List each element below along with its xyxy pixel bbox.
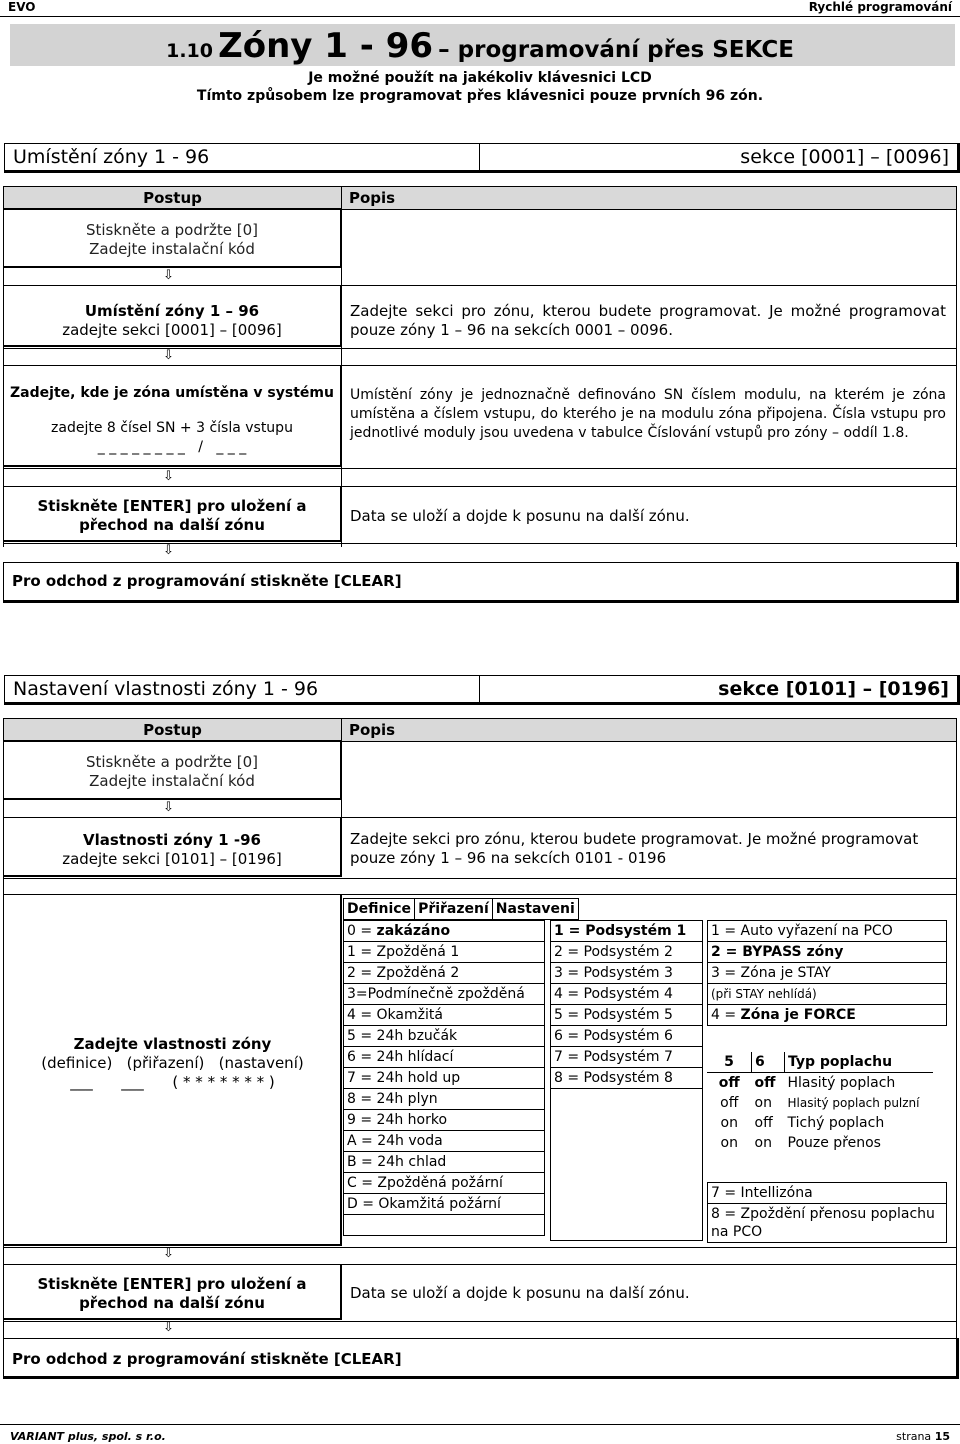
section1-step2-title: Umístění zóny 1 – 96 xyxy=(84,302,260,320)
section2-exit: Pro odchod z programování stiskněte [CLEAR] xyxy=(12,1350,402,1368)
section2-step2-title: Vlastnosti zóny 1 -96 xyxy=(83,831,261,849)
section1-step1-box xyxy=(3,208,342,268)
section2-step1-line2: Zadejte instalační kód xyxy=(89,772,255,790)
section1-column-header xyxy=(3,186,957,210)
section2-step4-box xyxy=(3,1264,342,1320)
section1-title: Umístění zóny 1 - 96 xyxy=(13,146,210,168)
table-row: 1 = Auto vyřazení na PCO xyxy=(708,921,947,942)
alarm-cell: off xyxy=(754,1075,776,1091)
table-row xyxy=(551,1089,703,1241)
footer-page xyxy=(896,1430,950,1443)
arrow-down-icon: ⇩ xyxy=(163,268,174,283)
section2-bar-divider xyxy=(479,676,480,702)
table-row: 7 = Intellizóna xyxy=(708,1183,947,1204)
table-row: 1 = Zpožděná 1 xyxy=(344,942,545,963)
section1-exit: Pro odchod z programování stiskněte [CLEAR] xyxy=(12,572,402,590)
arrow-down-icon: ⇩ xyxy=(163,543,174,558)
table-row: 0 = zakázáno xyxy=(344,921,545,942)
header-left: EVO xyxy=(8,0,36,14)
footer-company: VARIANT plus, spol. s r.o. xyxy=(10,1430,166,1443)
alarm-cell: Pouze přenos xyxy=(787,1135,881,1151)
section2-title: Nastavení vlastnosti zóny 1 - 96 xyxy=(13,678,319,700)
table-row: 7 = 24h hold up xyxy=(344,1068,545,1089)
definice-column xyxy=(343,920,545,1236)
arrow-down-icon: ⇩ xyxy=(163,348,174,363)
nast4-prefix: 4 = xyxy=(711,1007,741,1023)
alarm-cell: Hlasitý poplach xyxy=(787,1075,896,1091)
section1-bar xyxy=(4,143,960,173)
section2-step2-box xyxy=(3,817,342,877)
table-row: A = 24h voda xyxy=(344,1131,545,1152)
section2-step2-desc: Zadejte sekci pro zónu, kterou budete programovat. Je možné programovat pouze zóny 1 – 96 na sekcích 0101 - 0196 xyxy=(350,830,919,867)
table-row: 5 = Podsystém 5 xyxy=(551,1005,703,1026)
alarm-cell: off xyxy=(720,1095,739,1111)
section1-range: sekce [0001] – [0096] xyxy=(740,146,949,168)
alarm-head-5: 5 xyxy=(707,1052,752,1073)
table-row: 8 = 24h plyn xyxy=(344,1089,545,1110)
table-row: 6 = Podsystém 6 xyxy=(551,1026,703,1047)
section2-step3-title: Zadejte vlastnosti zóny xyxy=(73,1035,272,1053)
section1-step2-desc: Zadejte sekci pro zónu, kterou budete programovat. Je možné programovat pouze zóny 1 – 96 na sekcích 0001 – 0096. xyxy=(350,302,946,339)
table-row: (při STAY nehlídá) xyxy=(708,984,947,1005)
table-row: 5 = 24h bzučák xyxy=(344,1026,545,1047)
section2-range: sekce [0101] – [0196] xyxy=(718,678,949,700)
table-row xyxy=(344,1215,545,1236)
header-right: Rychlé programování xyxy=(808,0,952,14)
section2-step4-desc: Data se uloží a dojde k posunu na další zónu. xyxy=(350,1284,690,1302)
alarm-head-6: 6 xyxy=(752,1052,785,1073)
section1-step4-title: Stiskněte [ENTER] pro uložení a přechod na další zónu xyxy=(37,497,307,534)
alarm-cell: off xyxy=(718,1075,740,1091)
table-head-nastaveni: Nastaveni xyxy=(492,899,578,920)
nastaveni-column-lower xyxy=(707,1182,947,1243)
footer-page-number: 15 xyxy=(934,1430,950,1443)
section2-step3-box xyxy=(3,894,342,1246)
section1-step1-line1: Stiskněte a podržte [0] xyxy=(85,221,259,239)
table-row: 2 = Zpožděná 2 xyxy=(344,963,545,984)
section2-step1-line1: Stiskněte a podržte [0] xyxy=(85,753,259,771)
section1-step2-box xyxy=(3,285,342,347)
section1-step3-sub: zadejte 8 čísel SN + 3 čísla vstupu xyxy=(51,420,293,436)
table-row: 1 = Podsystém 1 xyxy=(551,921,703,942)
table-row: 3 = Zóna je STAY xyxy=(708,963,947,984)
section1-step3-box xyxy=(3,365,342,467)
title-main: Zóny 1 - 96 xyxy=(218,26,434,66)
table-row xyxy=(708,1005,947,1026)
table-row: 8 = Zpoždění přenosu poplachu na PCO xyxy=(708,1204,947,1243)
arrow-down-icon: ⇩ xyxy=(163,469,174,484)
section2-bar xyxy=(4,675,960,705)
footer-page-label: strana xyxy=(896,1430,932,1443)
table-row: 6 = 24h hlídací xyxy=(344,1047,545,1068)
alarm-cell: on xyxy=(720,1115,738,1131)
section2-step3-cols: (definice) (přiřazení) (nastavení) xyxy=(41,1054,304,1072)
table-row: 9 = 24h horko xyxy=(344,1110,545,1131)
section2-col-popis: Popis xyxy=(349,721,396,739)
section1-step3-mask: _ _ _ _ _ _ _ _ / _ _ _ xyxy=(97,439,247,455)
section1-exit-box xyxy=(3,562,959,603)
table-row: 3=Podmínečně zpožděná xyxy=(344,984,545,1005)
footer-divider xyxy=(0,1424,960,1425)
section1-step4-box xyxy=(3,486,342,542)
nast4-value: Zóna je FORCE xyxy=(740,1007,856,1023)
table-row: 4 = Okamžitá xyxy=(344,1005,545,1026)
table-row: 7 = Podsystém 7 xyxy=(551,1047,703,1068)
section1-col-postup: Postup xyxy=(143,189,202,207)
title-number: 1.10 xyxy=(166,40,213,62)
table-row: C = Zpožděná požární xyxy=(344,1173,545,1194)
section2-step1-box xyxy=(3,740,342,800)
table-head-definice: Definice xyxy=(344,899,415,920)
arrow-down-icon: ⇩ xyxy=(163,1320,174,1335)
section2-col-postup: Postup xyxy=(143,721,202,739)
alarm-type-table xyxy=(707,1052,933,1153)
arrow-down-icon: ⇩ xyxy=(163,800,174,815)
section2-column-header xyxy=(3,718,957,742)
section2-step2-sub: zadejte sekci [0101] – [0196] xyxy=(62,850,282,868)
section2-step3-mask: ___ ___ ( * * * * * * * ) xyxy=(70,1073,275,1091)
section2-step4-title: Stiskněte [ENTER] pro uložení a přechod na další zónu xyxy=(37,1275,307,1312)
alarm-cell: off xyxy=(754,1115,773,1131)
page-title xyxy=(0,26,960,66)
section1-bar-divider xyxy=(479,144,480,170)
section1-col-popis: Popis xyxy=(349,189,396,207)
table-row: 8 = Podsystém 8 xyxy=(551,1068,703,1089)
alarm-cell: on xyxy=(720,1135,738,1151)
table-head-prirazeni: Přiřazení xyxy=(415,899,493,920)
nastaveni-column xyxy=(707,920,947,1026)
table-row: 2 = Podsystém 2 xyxy=(551,942,703,963)
arrow-down-icon: ⇩ xyxy=(163,1246,174,1261)
alarm-head-typ: Typ poplachu xyxy=(785,1052,934,1073)
alarm-cell: Hlasitý poplach pulzní xyxy=(787,1096,920,1110)
alarm-cell: on xyxy=(754,1095,772,1111)
table-row: 2 = BYPASS zóny xyxy=(708,942,947,963)
section1-step1-line2: Zadejte instalační kód xyxy=(89,240,255,258)
table-row: 4 = Podsystém 4 xyxy=(551,984,703,1005)
header-divider xyxy=(0,16,960,17)
alarm-cell: Tichý poplach xyxy=(787,1115,885,1131)
table-row: 3 = Podsystém 3 xyxy=(551,963,703,984)
prirazeni-column xyxy=(550,920,703,1241)
subtitle-1: Je možné použít na jakékoliv klávesnici LCD xyxy=(308,70,652,86)
section1-step3-desc: Umístění zóny je jednoznačně definováno SN číslem modulu, na kterém je zóna umístěna a číslem vstupu, do kterého je na modulu zóna připojena. Čísla vstupu pro jednotlivé moduly jsou uvedena v tabulce Číslování vstupů pro zóny – oddíl 1.8. xyxy=(350,387,946,441)
table-row: B = 24h chlad xyxy=(344,1152,545,1173)
section1-step4-desc: Data se uloží a dojde k posunu na další zónu. xyxy=(350,507,690,525)
section1-step2-sub: zadejte sekci [0001] – [0096] xyxy=(62,321,282,339)
subtitle-2: Tímto způsobem lze programovat přes klávesnici pouze prvních 96 zón. xyxy=(196,88,764,104)
table-row: D = Okamžitá požární xyxy=(344,1194,545,1215)
section1-step3-title: Zadejte, kde je zóna umístěna v systému xyxy=(10,385,334,401)
alarm-cell: on xyxy=(754,1135,772,1151)
section2-exit-box xyxy=(3,1338,959,1379)
title-rest: – programování přes SEKCE xyxy=(438,37,794,63)
